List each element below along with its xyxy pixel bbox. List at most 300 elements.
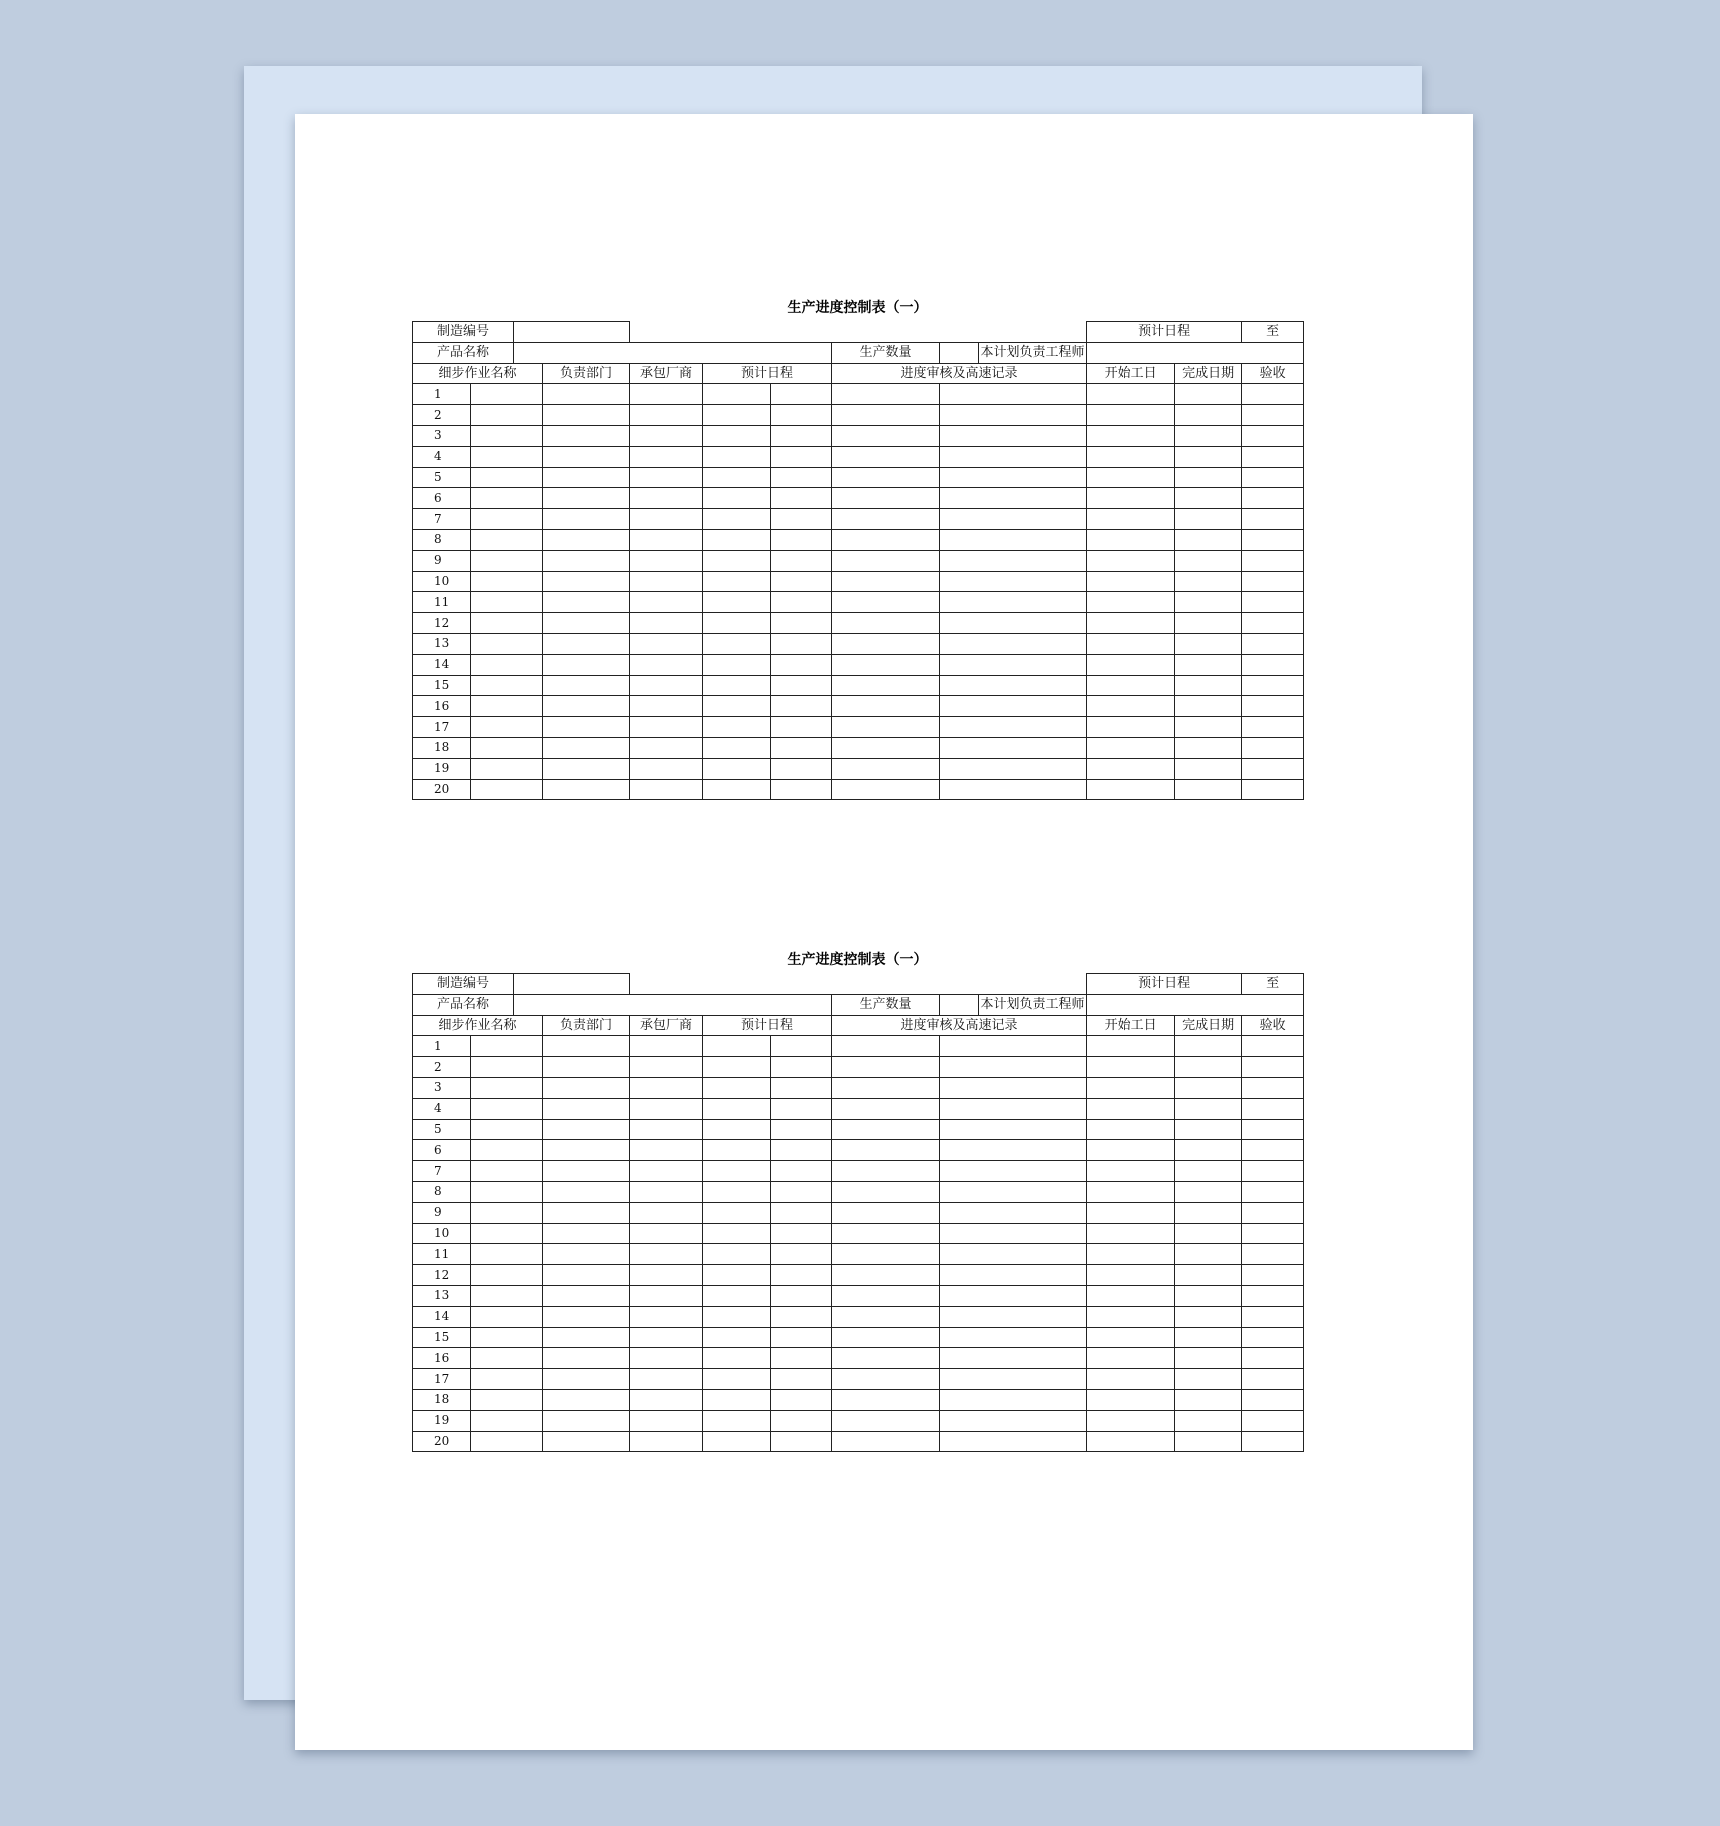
task-name-cell[interactable] <box>471 1202 543 1223</box>
start-date-cell[interactable] <box>1087 592 1175 613</box>
schedule-start-cell[interactable] <box>703 1202 771 1223</box>
task-name-cell[interactable] <box>471 405 543 426</box>
progress-review-cell[interactable] <box>832 592 940 613</box>
progress-record-cell[interactable] <box>940 550 1087 571</box>
schedule-start-cell[interactable] <box>703 633 771 654</box>
task-name-cell[interactable] <box>471 613 543 634</box>
schedule-start-cell[interactable] <box>703 1161 771 1182</box>
progress-review-cell[interactable] <box>832 675 940 696</box>
acceptance-cell[interactable] <box>1242 613 1304 634</box>
finish-date-cell[interactable] <box>1175 633 1242 654</box>
acceptance-cell[interactable] <box>1242 1223 1304 1244</box>
finish-date-cell[interactable] <box>1175 509 1242 530</box>
contractor-cell[interactable] <box>630 1140 703 1161</box>
start-date-cell[interactable] <box>1087 1431 1175 1452</box>
department-cell[interactable] <box>543 1285 630 1306</box>
progress-record-cell[interactable] <box>940 405 1087 426</box>
task-name-cell[interactable] <box>471 1369 543 1390</box>
progress-review-cell[interactable] <box>832 717 940 738</box>
schedule-start-cell[interactable] <box>703 1410 771 1431</box>
task-name-cell[interactable] <box>471 737 543 758</box>
start-date-cell[interactable] <box>1087 717 1175 738</box>
progress-review-cell[interactable] <box>832 384 940 405</box>
progress-record-cell[interactable] <box>940 1327 1087 1348</box>
progress-record-cell[interactable] <box>940 1202 1087 1223</box>
task-name-cell[interactable] <box>471 1244 543 1265</box>
finish-date-cell[interactable] <box>1175 1306 1242 1327</box>
department-cell[interactable] <box>543 550 630 571</box>
department-cell[interactable] <box>543 1223 630 1244</box>
schedule-start-cell[interactable] <box>703 1244 771 1265</box>
progress-review-cell[interactable] <box>832 1431 940 1452</box>
start-date-cell[interactable] <box>1087 1265 1175 1286</box>
finish-date-cell[interactable] <box>1175 550 1242 571</box>
contractor-cell[interactable] <box>630 1327 703 1348</box>
acceptance-cell[interactable] <box>1242 1285 1304 1306</box>
contractor-cell[interactable] <box>630 405 703 426</box>
schedule-start-cell[interactable] <box>703 613 771 634</box>
schedule-end-cell[interactable] <box>771 758 832 779</box>
progress-review-cell[interactable] <box>832 446 940 467</box>
acceptance-cell[interactable] <box>1242 758 1304 779</box>
progress-record-cell[interactable] <box>940 1244 1087 1265</box>
start-date-cell[interactable] <box>1087 1077 1175 1098</box>
department-cell[interactable] <box>543 1202 630 1223</box>
progress-record-cell[interactable] <box>940 1036 1087 1057</box>
acceptance-cell[interactable] <box>1242 550 1304 571</box>
schedule-end-cell[interactable] <box>771 1244 832 1265</box>
progress-record-cell[interactable] <box>940 758 1087 779</box>
progress-review-cell[interactable] <box>832 1223 940 1244</box>
schedule-end-cell[interactable] <box>771 550 832 571</box>
finish-date-cell[interactable] <box>1175 488 1242 509</box>
progress-record-cell[interactable] <box>940 737 1087 758</box>
progress-review-cell[interactable] <box>832 1265 940 1286</box>
start-date-cell[interactable] <box>1087 696 1175 717</box>
progress-review-cell[interactable] <box>832 737 940 758</box>
schedule-start-cell[interactable] <box>703 405 771 426</box>
acceptance-cell[interactable] <box>1242 1057 1304 1078</box>
task-name-cell[interactable] <box>471 1306 543 1327</box>
progress-review-cell[interactable] <box>832 633 940 654</box>
finish-date-cell[interactable] <box>1175 1202 1242 1223</box>
finish-date-cell[interactable] <box>1175 571 1242 592</box>
task-name-cell[interactable] <box>471 592 543 613</box>
contractor-cell[interactable] <box>630 1285 703 1306</box>
schedule-start-cell[interactable] <box>703 1098 771 1119</box>
acceptance-cell[interactable] <box>1242 384 1304 405</box>
progress-review-cell[interactable] <box>832 405 940 426</box>
progress-record-cell[interactable] <box>940 1369 1087 1390</box>
acceptance-cell[interactable] <box>1242 405 1304 426</box>
finish-date-cell[interactable] <box>1175 1431 1242 1452</box>
start-date-cell[interactable] <box>1087 1285 1175 1306</box>
acceptance-cell[interactable] <box>1242 717 1304 738</box>
department-cell[interactable] <box>543 613 630 634</box>
finish-date-cell[interactable] <box>1175 592 1242 613</box>
contractor-cell[interactable] <box>630 425 703 446</box>
progress-review-cell[interactable] <box>832 1244 940 1265</box>
acceptance-cell[interactable] <box>1242 696 1304 717</box>
contractor-cell[interactable] <box>630 1306 703 1327</box>
progress-review-cell[interactable] <box>832 1057 940 1078</box>
acceptance-cell[interactable] <box>1242 509 1304 530</box>
start-date-cell[interactable] <box>1087 1140 1175 1161</box>
department-cell[interactable] <box>543 1265 630 1286</box>
task-name-cell[interactable] <box>471 1098 543 1119</box>
acceptance-cell[interactable] <box>1242 1327 1304 1348</box>
start-date-cell[interactable] <box>1087 1057 1175 1078</box>
schedule-end-cell[interactable] <box>771 571 832 592</box>
schedule-end-cell[interactable] <box>771 1036 832 1057</box>
start-date-cell[interactable] <box>1087 1181 1175 1202</box>
task-name-cell[interactable] <box>471 1389 543 1410</box>
schedule-start-cell[interactable] <box>703 1389 771 1410</box>
start-date-cell[interactable] <box>1087 571 1175 592</box>
manufacture-no-field[interactable] <box>514 322 630 343</box>
department-cell[interactable] <box>543 1077 630 1098</box>
finish-date-cell[interactable] <box>1175 1327 1242 1348</box>
start-date-cell[interactable] <box>1087 779 1175 800</box>
department-cell[interactable] <box>543 1244 630 1265</box>
progress-record-cell[interactable] <box>940 571 1087 592</box>
progress-record-cell[interactable] <box>940 779 1087 800</box>
manufacture-no-field[interactable] <box>514 974 630 995</box>
task-name-cell[interactable] <box>471 1161 543 1182</box>
start-date-cell[interactable] <box>1087 1348 1175 1369</box>
task-name-cell[interactable] <box>471 488 543 509</box>
task-name-cell[interactable] <box>471 1077 543 1098</box>
progress-review-cell[interactable] <box>832 1410 940 1431</box>
finish-date-cell[interactable] <box>1175 1348 1242 1369</box>
task-name-cell[interactable] <box>471 1431 543 1452</box>
progress-record-cell[interactable] <box>940 1306 1087 1327</box>
schedule-end-cell[interactable] <box>771 737 832 758</box>
start-date-cell[interactable] <box>1087 529 1175 550</box>
finish-date-cell[interactable] <box>1175 1057 1242 1078</box>
contractor-cell[interactable] <box>630 1265 703 1286</box>
progress-review-cell[interactable] <box>832 1036 940 1057</box>
start-date-cell[interactable] <box>1087 425 1175 446</box>
start-date-cell[interactable] <box>1087 1119 1175 1140</box>
schedule-start-cell[interactable] <box>703 592 771 613</box>
finish-date-cell[interactable] <box>1175 613 1242 634</box>
contractor-cell[interactable] <box>630 737 703 758</box>
progress-review-cell[interactable] <box>832 758 940 779</box>
task-name-cell[interactable] <box>471 1140 543 1161</box>
schedule-end-cell[interactable] <box>771 1119 832 1140</box>
schedule-start-cell[interactable] <box>703 1285 771 1306</box>
start-date-cell[interactable] <box>1087 467 1175 488</box>
contractor-cell[interactable] <box>630 592 703 613</box>
start-date-cell[interactable] <box>1087 488 1175 509</box>
schedule-end-cell[interactable] <box>771 1431 832 1452</box>
schedule-end-cell[interactable] <box>771 1306 832 1327</box>
finish-date-cell[interactable] <box>1175 737 1242 758</box>
acceptance-cell[interactable] <box>1242 1181 1304 1202</box>
schedule-end-cell[interactable] <box>771 633 832 654</box>
schedule-end-cell[interactable] <box>771 1161 832 1182</box>
schedule-end-cell[interactable] <box>771 1223 832 1244</box>
department-cell[interactable] <box>543 1410 630 1431</box>
acceptance-cell[interactable] <box>1242 1119 1304 1140</box>
acceptance-cell[interactable] <box>1242 446 1304 467</box>
progress-review-cell[interactable] <box>832 1348 940 1369</box>
acceptance-cell[interactable] <box>1242 1244 1304 1265</box>
progress-record-cell[interactable] <box>940 1057 1087 1078</box>
department-cell[interactable] <box>543 1348 630 1369</box>
task-name-cell[interactable] <box>471 717 543 738</box>
schedule-start-cell[interactable] <box>703 1306 771 1327</box>
finish-date-cell[interactable] <box>1175 1285 1242 1306</box>
contractor-cell[interactable] <box>630 675 703 696</box>
start-date-cell[interactable] <box>1087 758 1175 779</box>
department-cell[interactable] <box>543 1161 630 1182</box>
contractor-cell[interactable] <box>630 529 703 550</box>
engineer-field[interactable] <box>1087 342 1304 363</box>
start-date-cell[interactable] <box>1087 550 1175 571</box>
finish-date-cell[interactable] <box>1175 1244 1242 1265</box>
schedule-end-cell[interactable] <box>771 592 832 613</box>
progress-review-cell[interactable] <box>832 1306 940 1327</box>
acceptance-cell[interactable] <box>1242 1036 1304 1057</box>
contractor-cell[interactable] <box>630 446 703 467</box>
contractor-cell[interactable] <box>630 779 703 800</box>
task-name-cell[interactable] <box>471 509 543 530</box>
contractor-cell[interactable] <box>630 613 703 634</box>
finish-date-cell[interactable] <box>1175 405 1242 426</box>
acceptance-cell[interactable] <box>1242 1348 1304 1369</box>
progress-review-cell[interactable] <box>832 1140 940 1161</box>
start-date-cell[interactable] <box>1087 1223 1175 1244</box>
schedule-end-cell[interactable] <box>771 1265 832 1286</box>
schedule-start-cell[interactable] <box>703 446 771 467</box>
schedule-start-cell[interactable] <box>703 1369 771 1390</box>
contractor-cell[interactable] <box>630 1036 703 1057</box>
start-date-cell[interactable] <box>1087 737 1175 758</box>
acceptance-cell[interactable] <box>1242 1077 1304 1098</box>
schedule-end-cell[interactable] <box>771 717 832 738</box>
finish-date-cell[interactable] <box>1175 529 1242 550</box>
progress-review-cell[interactable] <box>832 654 940 675</box>
department-cell[interactable] <box>543 1098 630 1119</box>
start-date-cell[interactable] <box>1087 1161 1175 1182</box>
department-cell[interactable] <box>543 592 630 613</box>
task-name-cell[interactable] <box>471 571 543 592</box>
department-cell[interactable] <box>543 1181 630 1202</box>
progress-review-cell[interactable] <box>832 1119 940 1140</box>
acceptance-cell[interactable] <box>1242 1389 1304 1410</box>
start-date-cell[interactable] <box>1087 613 1175 634</box>
task-name-cell[interactable] <box>471 446 543 467</box>
schedule-start-cell[interactable] <box>703 1265 771 1286</box>
schedule-start-cell[interactable] <box>703 425 771 446</box>
acceptance-cell[interactable] <box>1242 1140 1304 1161</box>
contractor-cell[interactable] <box>630 509 703 530</box>
contractor-cell[interactable] <box>630 1431 703 1452</box>
finish-date-cell[interactable] <box>1175 425 1242 446</box>
start-date-cell[interactable] <box>1087 446 1175 467</box>
task-name-cell[interactable] <box>471 1265 543 1286</box>
progress-record-cell[interactable] <box>940 467 1087 488</box>
progress-record-cell[interactable] <box>940 675 1087 696</box>
finish-date-cell[interactable] <box>1175 1410 1242 1431</box>
progress-review-cell[interactable] <box>832 1389 940 1410</box>
schedule-end-cell[interactable] <box>771 405 832 426</box>
finish-date-cell[interactable] <box>1175 1265 1242 1286</box>
task-name-cell[interactable] <box>471 1348 543 1369</box>
schedule-start-cell[interactable] <box>703 1077 771 1098</box>
finish-date-cell[interactable] <box>1175 1223 1242 1244</box>
task-name-cell[interactable] <box>471 675 543 696</box>
engineer-field[interactable] <box>1087 994 1304 1015</box>
progress-record-cell[interactable] <box>940 509 1087 530</box>
department-cell[interactable] <box>543 488 630 509</box>
contractor-cell[interactable] <box>630 1057 703 1078</box>
contractor-cell[interactable] <box>630 758 703 779</box>
start-date-cell[interactable] <box>1087 1369 1175 1390</box>
department-cell[interactable] <box>543 1140 630 1161</box>
task-name-cell[interactable] <box>471 1223 543 1244</box>
finish-date-cell[interactable] <box>1175 654 1242 675</box>
contractor-cell[interactable] <box>630 1369 703 1390</box>
schedule-end-cell[interactable] <box>771 1140 832 1161</box>
progress-review-cell[interactable] <box>832 1327 940 1348</box>
schedule-start-cell[interactable] <box>703 1431 771 1452</box>
progress-record-cell[interactable] <box>940 1285 1087 1306</box>
contractor-cell[interactable] <box>630 696 703 717</box>
schedule-end-cell[interactable] <box>771 779 832 800</box>
schedule-end-cell[interactable] <box>771 1327 832 1348</box>
progress-review-cell[interactable] <box>832 1161 940 1182</box>
finish-date-cell[interactable] <box>1175 1181 1242 1202</box>
progress-record-cell[interactable] <box>940 529 1087 550</box>
contractor-cell[interactable] <box>630 1389 703 1410</box>
department-cell[interactable] <box>543 1057 630 1078</box>
schedule-end-cell[interactable] <box>771 1181 832 1202</box>
schedule-end-cell[interactable] <box>771 1369 832 1390</box>
department-cell[interactable] <box>543 446 630 467</box>
progress-record-cell[interactable] <box>940 717 1087 738</box>
contractor-cell[interactable] <box>630 717 703 738</box>
schedule-start-cell[interactable] <box>703 1119 771 1140</box>
schedule-end-cell[interactable] <box>771 1348 832 1369</box>
progress-review-cell[interactable] <box>832 509 940 530</box>
schedule-end-cell[interactable] <box>771 1410 832 1431</box>
schedule-start-cell[interactable] <box>703 654 771 675</box>
schedule-start-cell[interactable] <box>703 488 771 509</box>
contractor-cell[interactable] <box>630 488 703 509</box>
product-name-field[interactable] <box>514 342 832 363</box>
department-cell[interactable] <box>543 509 630 530</box>
start-date-cell[interactable] <box>1087 633 1175 654</box>
progress-record-cell[interactable] <box>940 1431 1087 1452</box>
progress-review-cell[interactable] <box>832 696 940 717</box>
start-date-cell[interactable] <box>1087 509 1175 530</box>
task-name-cell[interactable] <box>471 758 543 779</box>
contractor-cell[interactable] <box>630 654 703 675</box>
progress-record-cell[interactable] <box>940 1181 1087 1202</box>
department-cell[interactable] <box>543 717 630 738</box>
schedule-end-cell[interactable] <box>771 1202 832 1223</box>
progress-review-cell[interactable] <box>832 613 940 634</box>
acceptance-cell[interactable] <box>1242 654 1304 675</box>
progress-review-cell[interactable] <box>832 1202 940 1223</box>
schedule-start-cell[interactable] <box>703 1327 771 1348</box>
start-date-cell[interactable] <box>1087 654 1175 675</box>
finish-date-cell[interactable] <box>1175 1369 1242 1390</box>
progress-record-cell[interactable] <box>940 1077 1087 1098</box>
progress-record-cell[interactable] <box>940 613 1087 634</box>
task-name-cell[interactable] <box>471 1057 543 1078</box>
task-name-cell[interactable] <box>471 1181 543 1202</box>
acceptance-cell[interactable] <box>1242 1098 1304 1119</box>
schedule-end-cell[interactable] <box>771 529 832 550</box>
progress-record-cell[interactable] <box>940 488 1087 509</box>
progress-record-cell[interactable] <box>940 654 1087 675</box>
finish-date-cell[interactable] <box>1175 779 1242 800</box>
acceptance-cell[interactable] <box>1242 737 1304 758</box>
department-cell[interactable] <box>543 737 630 758</box>
progress-review-cell[interactable] <box>832 779 940 800</box>
progress-record-cell[interactable] <box>940 1348 1087 1369</box>
contractor-cell[interactable] <box>630 384 703 405</box>
progress-record-cell[interactable] <box>940 1389 1087 1410</box>
schedule-start-cell[interactable] <box>703 1140 771 1161</box>
schedule-end-cell[interactable] <box>771 488 832 509</box>
contractor-cell[interactable] <box>630 1223 703 1244</box>
finish-date-cell[interactable] <box>1175 446 1242 467</box>
task-name-cell[interactable] <box>471 696 543 717</box>
task-name-cell[interactable] <box>471 779 543 800</box>
start-date-cell[interactable] <box>1087 1327 1175 1348</box>
task-name-cell[interactable] <box>471 425 543 446</box>
department-cell[interactable] <box>543 1306 630 1327</box>
acceptance-cell[interactable] <box>1242 1202 1304 1223</box>
start-date-cell[interactable] <box>1087 675 1175 696</box>
finish-date-cell[interactable] <box>1175 467 1242 488</box>
finish-date-cell[interactable] <box>1175 1077 1242 1098</box>
department-cell[interactable] <box>543 675 630 696</box>
schedule-start-cell[interactable] <box>703 1223 771 1244</box>
department-cell[interactable] <box>543 1036 630 1057</box>
schedule-start-cell[interactable] <box>703 717 771 738</box>
contractor-cell[interactable] <box>630 550 703 571</box>
schedule-end-cell[interactable] <box>771 1077 832 1098</box>
task-name-cell[interactable] <box>471 384 543 405</box>
progress-record-cell[interactable] <box>940 633 1087 654</box>
department-cell[interactable] <box>543 384 630 405</box>
progress-review-cell[interactable] <box>832 550 940 571</box>
department-cell[interactable] <box>543 529 630 550</box>
schedule-end-cell[interactable] <box>771 384 832 405</box>
department-cell[interactable] <box>543 467 630 488</box>
acceptance-cell[interactable] <box>1242 675 1304 696</box>
product-name-field[interactable] <box>514 994 832 1015</box>
schedule-end-cell[interactable] <box>771 425 832 446</box>
production-qty-field[interactable] <box>940 342 979 363</box>
department-cell[interactable] <box>543 1431 630 1452</box>
schedule-start-cell[interactable] <box>703 571 771 592</box>
contractor-cell[interactable] <box>630 1410 703 1431</box>
acceptance-cell[interactable] <box>1242 529 1304 550</box>
start-date-cell[interactable] <box>1087 1036 1175 1057</box>
start-date-cell[interactable] <box>1087 1389 1175 1410</box>
contractor-cell[interactable] <box>630 633 703 654</box>
schedule-start-cell[interactable] <box>703 1057 771 1078</box>
start-date-cell[interactable] <box>1087 1244 1175 1265</box>
progress-review-cell[interactable] <box>832 529 940 550</box>
